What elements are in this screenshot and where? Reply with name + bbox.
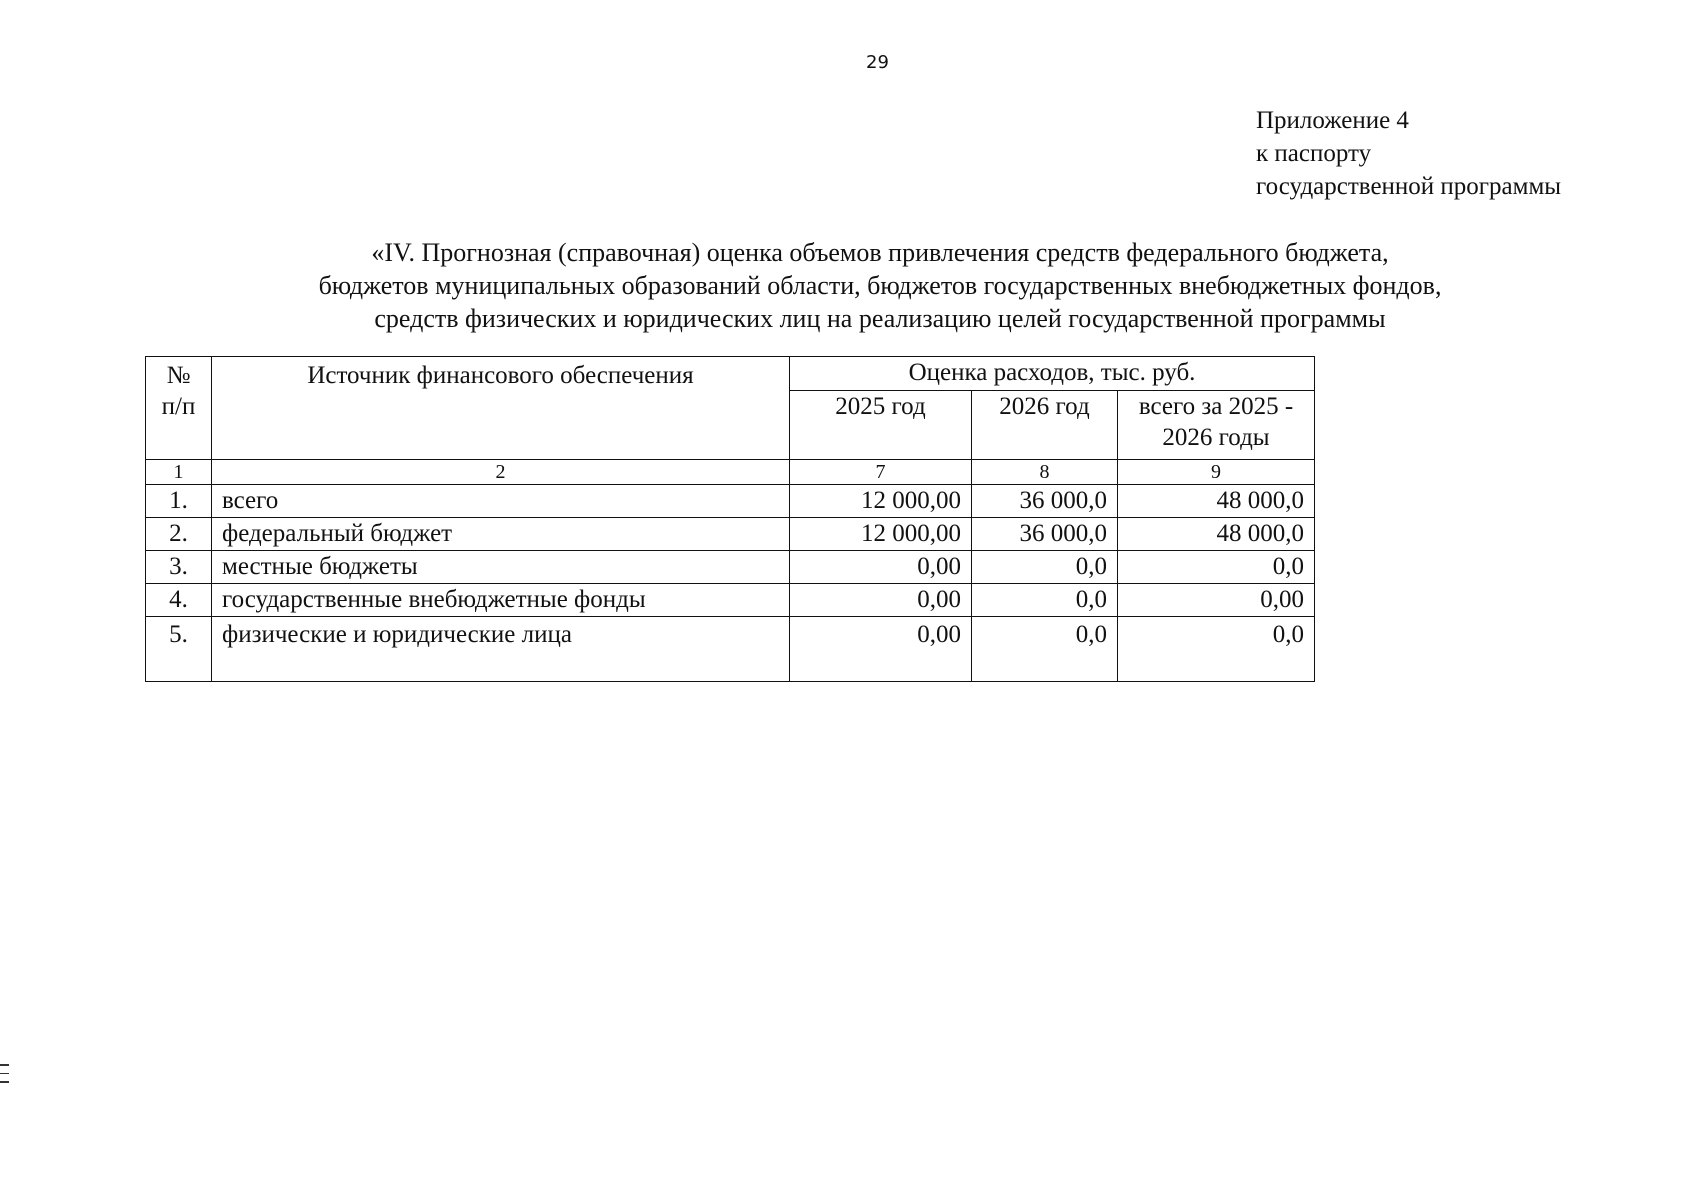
funding-table [145, 356, 1315, 682]
header-estimate: Оценка расходов, тыс. руб. [790, 357, 1315, 391]
header-source: Источник финансового обеспечения [212, 357, 790, 460]
row-2025-value: 12 000,00 [790, 518, 972, 551]
appendix-line-1: Приложение 4 [1256, 107, 1409, 134]
appendix-line-3: государственной программы [1256, 173, 1562, 200]
row-number: 1. [146, 485, 212, 518]
header-2026: 2026 год [972, 390, 1118, 459]
index-cell: 9 [1118, 460, 1315, 485]
index-cell: 2 [212, 460, 790, 485]
header-2025: 2025 год [790, 390, 972, 459]
table-row [146, 518, 1315, 551]
row-total-value: 48 000,0 [1118, 485, 1315, 518]
row-number: 5. [146, 617, 212, 682]
appendix-line-2: к паспорту [1256, 140, 1372, 167]
row-source: федеральный бюджет [212, 518, 790, 551]
section-title [180, 236, 1580, 335]
table-row [146, 584, 1315, 617]
row-2026-value: 0,0 [972, 617, 1118, 682]
table-index-row [146, 460, 1315, 485]
header-num: № п/п [146, 357, 212, 460]
row-2025-value: 0,00 [790, 551, 972, 584]
row-total-value: 0,0 [1118, 551, 1315, 584]
title-line-3: средств физических и юридических лиц на реализацию целей государственной программы [374, 304, 1386, 333]
row-total-value: 48 000,0 [1118, 518, 1315, 551]
row-total-value: 0,00 [1118, 584, 1315, 617]
title-line-2: бюджетов муниципальных образований области, бюджетов государственных внебюджетных фондов, [318, 271, 1442, 300]
table-header-row [146, 357, 1315, 391]
index-cell: 8 [972, 460, 1118, 485]
row-2026-value: 0,0 [972, 551, 1118, 584]
row-2025-value: 0,00 [790, 584, 972, 617]
row-2026-value: 36 000,0 [972, 485, 1118, 518]
row-2026-value: 36 000,0 [972, 518, 1118, 551]
row-source: государственные внебюджетные фонды [212, 584, 790, 617]
row-source: местные бюджеты [212, 551, 790, 584]
table-row [146, 485, 1315, 518]
table-row [146, 551, 1315, 584]
page-number: 29 [866, 52, 889, 73]
table-row [146, 617, 1315, 682]
row-source: физические и юридические лица [212, 617, 790, 682]
row-number: 4. [146, 584, 212, 617]
row-total-value: 0,0 [1118, 617, 1315, 682]
title-line-1: «IV. Прогнозная (справочная) оценка объемов привлечения средств федерального бюджета, [371, 238, 1389, 267]
row-2026-value: 0,0 [972, 584, 1118, 617]
index-cell: 1 [146, 460, 212, 485]
scan-edge-mark [0, 1064, 9, 1090]
row-2025-value: 12 000,00 [790, 485, 972, 518]
row-number: 2. [146, 518, 212, 551]
row-2025-value: 0,00 [790, 617, 972, 682]
row-source: всего [212, 485, 790, 518]
row-number: 3. [146, 551, 212, 584]
header-total: всего за 2025 - 2026 годы [1118, 390, 1315, 459]
index-cell: 7 [790, 460, 972, 485]
appendix-note [1256, 104, 1561, 203]
